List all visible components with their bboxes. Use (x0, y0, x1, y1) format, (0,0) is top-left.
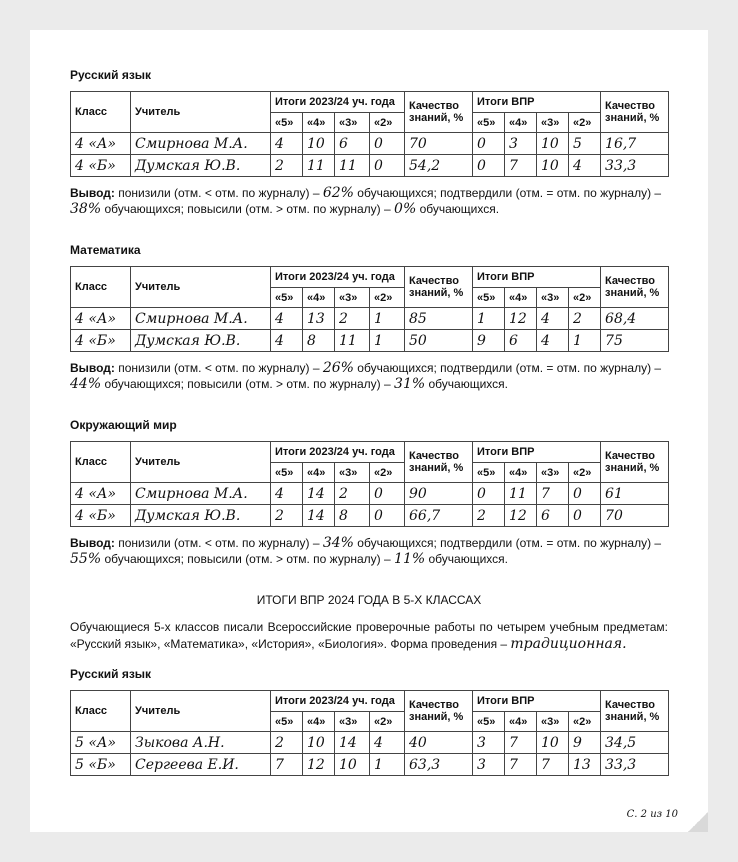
cell-class: 4 «Б» (71, 330, 131, 352)
cell-vpr-2: 2 (569, 308, 601, 330)
cell-year-5: 4 (271, 308, 303, 330)
header-teacher: Учитель (131, 267, 271, 308)
results-table (70, 441, 669, 527)
header-grade-4: «4» (303, 113, 335, 133)
cell-vpr-3: 6 (537, 505, 569, 527)
header-vpr-grade-3: «3» (537, 113, 569, 133)
cell-vpr-4: 7 (505, 754, 537, 776)
cell-vpr-4: 3 (505, 133, 537, 155)
cell-year-3: 6 (335, 133, 370, 155)
cell-vpr-4: 11 (505, 483, 537, 505)
cell-vpr-5: 0 (473, 155, 505, 177)
cell-year-quality: 63,3 (405, 754, 473, 776)
cell-year-quality: 70 (405, 133, 473, 155)
page-corner-fold (688, 812, 708, 832)
cell-vpr-3: 10 (537, 155, 569, 177)
intro-paragraph: Обучающиеся 5-х классов писали Всероссийские проверочные работы по четырем учебным предметам: «Русский язык», «Математика», «История», «Биология». Форма проведения – традиционная. (70, 620, 668, 652)
cell-year-3: 2 (335, 483, 370, 505)
cell-year-4: 8 (303, 330, 335, 352)
conclusion-raised: 0% (394, 201, 417, 217)
cell-vpr-quality: 68,4 (601, 308, 669, 330)
cell-vpr-5: 3 (473, 732, 505, 754)
header-vpr-grade-4: «4» (505, 463, 537, 483)
cell-year-4: 13 (303, 308, 335, 330)
header-grade-5: «5» (271, 288, 303, 308)
header-vpr-grade-3: «3» (537, 288, 569, 308)
section-world-4 (70, 418, 668, 567)
cell-year-5: 2 (271, 505, 303, 527)
cell-year-2: 0 (370, 155, 405, 177)
cell-class: 4 «А» (71, 133, 131, 155)
cell-vpr-2: 9 (569, 732, 601, 754)
cell-year-3: 11 (335, 155, 370, 177)
cell-vpr-3: 7 (537, 483, 569, 505)
cell-vpr-5: 1 (473, 308, 505, 330)
header-vpr-results: Итоги ВПР (473, 92, 601, 113)
cell-vpr-2: 0 (569, 505, 601, 527)
header-vpr-grade-5: «5» (473, 288, 505, 308)
cell-year-quality: 66,7 (405, 505, 473, 527)
table-row (71, 754, 669, 776)
cell-vpr-quality: 33,3 (601, 155, 669, 177)
document-page (30, 30, 708, 832)
conclusion-lowered: 34% (322, 535, 354, 551)
section-math-4 (70, 243, 668, 392)
cell-class: 4 «Б» (71, 155, 131, 177)
conclusion-label: Вывод: (70, 361, 115, 375)
header-grade-4: «4» (303, 712, 335, 732)
header-vpr-quality: Качество знаний, % (601, 267, 669, 308)
cell-vpr-2: 13 (569, 754, 601, 776)
results-table (70, 266, 669, 352)
header-grade-4: «4» (303, 288, 335, 308)
conclusion-confirmed: 55% (70, 551, 102, 567)
cell-vpr-5: 2 (473, 505, 505, 527)
header-vpr-results: Итоги ВПР (473, 691, 601, 712)
header-teacher: Учитель (131, 92, 271, 133)
header-vpr-grade-5: «5» (473, 712, 505, 732)
cell-year-4: 14 (303, 483, 335, 505)
cell-year-3: 2 (335, 308, 370, 330)
cell-year-2: 1 (370, 330, 405, 352)
cell-teacher: Смирнова М.А. (131, 308, 271, 330)
conclusion-raised: 11% (394, 551, 426, 567)
section-russian-4 (70, 68, 668, 217)
header-vpr-grade-3: «3» (537, 463, 569, 483)
cell-teacher: Зыкова А.Н. (131, 732, 271, 754)
header-grade-5: «5» (271, 463, 303, 483)
cell-year-4: 11 (303, 155, 335, 177)
header-grade-5: «5» (271, 113, 303, 133)
header-vpr-grade-5: «5» (473, 463, 505, 483)
cell-vpr-5: 9 (473, 330, 505, 352)
cell-year-5: 2 (271, 732, 303, 754)
cell-year-5: 4 (271, 330, 303, 352)
conclusion-label: Вывод: (70, 536, 115, 550)
conclusion: Вывод: понизили (отм. < отм. по журналу) – 62% обучающихся; подтвердили (отм. = отм. по журналу) – 38% обучающихся; повысили (отм. > отм. по журналу) – 0% обучающихся. (70, 185, 662, 217)
form-value: традиционная. (510, 636, 627, 652)
cell-year-2: 4 (370, 732, 405, 754)
conclusion-raised: 31% (394, 376, 426, 392)
cell-year-2: 0 (370, 133, 405, 155)
table-row (71, 483, 669, 505)
header-vpr-grade-3: «3» (537, 712, 569, 732)
cell-class: 4 «А» (71, 483, 131, 505)
cell-vpr-quality: 16,7 (601, 133, 669, 155)
cell-vpr-3: 4 (537, 308, 569, 330)
table-row (71, 133, 669, 155)
cell-year-quality: 90 (405, 483, 473, 505)
cell-class: 5 «Б» (71, 754, 131, 776)
header-quality: Качество знаний, % (405, 267, 473, 308)
cell-vpr-3: 10 (537, 133, 569, 155)
header-vpr-quality: Качество знаний, % (601, 92, 669, 133)
cell-vpr-2: 1 (569, 330, 601, 352)
header-class: Класс (71, 267, 131, 308)
page-number: С. 2 из 10 (626, 809, 678, 820)
header-vpr-grade-2: «2» (569, 288, 601, 308)
header-vpr-grade-4: «4» (505, 113, 537, 133)
cell-vpr-3: 10 (537, 732, 569, 754)
header-vpr-quality: Качество знаний, % (601, 442, 669, 483)
cell-vpr-2: 0 (569, 483, 601, 505)
cell-year-3: 8 (335, 505, 370, 527)
header-grade-2: «2» (370, 113, 405, 133)
cell-teacher: Думская Ю.В. (131, 330, 271, 352)
cell-vpr-4: 7 (505, 155, 537, 177)
cell-teacher: Думская Ю.В. (131, 505, 271, 527)
header-grade-5: «5» (271, 712, 303, 732)
cell-teacher: Сергеева Е.И. (131, 754, 271, 776)
cell-class: 5 «А» (71, 732, 131, 754)
header-quality: Качество знаний, % (405, 92, 473, 133)
header-year-results: Итоги 2023/24 уч. года (271, 442, 405, 463)
header-teacher: Учитель (131, 691, 271, 732)
cell-year-quality: 40 (405, 732, 473, 754)
table-row (71, 155, 669, 177)
cell-year-2: 1 (370, 308, 405, 330)
cell-year-2: 0 (370, 483, 405, 505)
header-grade-4: «4» (303, 463, 335, 483)
cell-vpr-4: 6 (505, 330, 537, 352)
header-year-results: Итоги 2023/24 уч. года (271, 691, 405, 712)
header-vpr-grade-4: «4» (505, 288, 537, 308)
cell-vpr-5: 3 (473, 754, 505, 776)
header-vpr-results: Итоги ВПР (473, 442, 601, 463)
cell-vpr-3: 7 (537, 754, 569, 776)
header-class: Класс (71, 691, 131, 732)
cell-vpr-quality: 75 (601, 330, 669, 352)
section-title: Русский язык (70, 667, 152, 681)
header-grade-2: «2» (370, 712, 405, 732)
cell-vpr-2: 4 (569, 155, 601, 177)
header-year-results: Итоги 2023/24 уч. года (271, 92, 405, 113)
header-vpr-quality: Качество знаний, % (601, 691, 669, 732)
section-russian-5 (70, 667, 668, 776)
cell-teacher: Смирнова М.А. (131, 133, 271, 155)
results-table (70, 690, 669, 776)
cell-vpr-3: 4 (537, 330, 569, 352)
cell-year-4: 14 (303, 505, 335, 527)
cell-year-2: 0 (370, 505, 405, 527)
cell-vpr-5: 0 (473, 483, 505, 505)
section-title: Окружающий мир (70, 418, 177, 432)
table-row (71, 330, 669, 352)
conclusion-label: Вывод: (70, 186, 115, 200)
table-row (71, 505, 669, 527)
cell-year-5: 4 (271, 483, 303, 505)
cell-vpr-quality: 70 (601, 505, 669, 527)
header-quality: Качество знаний, % (405, 691, 473, 732)
conclusion: Вывод: понизили (отм. < отм. по журналу) – 26% обучающихся; подтвердили (отм. = отм. по журналу) – 44% обучающихся; повысили (отм. > отм. по журналу) – 31% обучающихся. (70, 360, 662, 392)
cell-year-quality: 50 (405, 330, 473, 352)
cell-year-quality: 54,2 (405, 155, 473, 177)
cell-vpr-quality: 34,5 (601, 732, 669, 754)
section-title: Математика (70, 243, 141, 257)
conclusion-lowered: 62% (322, 185, 354, 201)
header-year-results: Итоги 2023/24 уч. года (271, 267, 405, 288)
header-class: Класс (71, 92, 131, 133)
header-vpr-results: Итоги ВПР (473, 267, 601, 288)
header-teacher: Учитель (131, 442, 271, 483)
header-grade-3: «3» (335, 712, 370, 732)
cell-year-3: 14 (335, 732, 370, 754)
header-grade-3: «3» (335, 463, 370, 483)
cell-year-5: 7 (271, 754, 303, 776)
cell-year-quality: 85 (405, 308, 473, 330)
conclusion-confirmed: 44% (70, 376, 102, 392)
header-vpr-grade-2: «2» (569, 463, 601, 483)
cell-vpr-quality: 33,3 (601, 754, 669, 776)
header-vpr-grade-5: «5» (473, 113, 505, 133)
conclusion: Вывод: понизили (отм. < отм. по журналу) – 34% обучающихся; подтвердили (отм. = отм. по журналу) – 55% обучающихся; повысили (отм. > отм. по журналу) – 11% обучающихся. (70, 535, 662, 567)
cell-vpr-quality: 61 (601, 483, 669, 505)
header-grade-3: «3» (335, 113, 370, 133)
cell-vpr-2: 5 (569, 133, 601, 155)
cell-year-4: 10 (303, 133, 335, 155)
cell-teacher: Смирнова М.А. (131, 483, 271, 505)
cell-class: 4 «А» (71, 308, 131, 330)
cell-class: 4 «Б» (71, 505, 131, 527)
conclusion-lowered: 26% (322, 360, 354, 376)
cell-year-5: 2 (271, 155, 303, 177)
header-vpr-grade-2: «2» (569, 113, 601, 133)
cell-year-5: 4 (271, 133, 303, 155)
header-vpr-grade-4: «4» (505, 712, 537, 732)
cell-vpr-4: 12 (505, 505, 537, 527)
cell-year-3: 10 (335, 754, 370, 776)
cell-year-3: 11 (335, 330, 370, 352)
cell-year-4: 12 (303, 754, 335, 776)
header-grade-2: «2» (370, 463, 405, 483)
header-class: Класс (71, 442, 131, 483)
header-quality: Качество знаний, % (405, 442, 473, 483)
conclusion-confirmed: 38% (70, 201, 102, 217)
cell-vpr-4: 7 (505, 732, 537, 754)
table-row (71, 308, 669, 330)
header-grade-3: «3» (335, 288, 370, 308)
header-grade-2: «2» (370, 288, 405, 308)
cell-year-2: 1 (370, 754, 405, 776)
section-title: Русский язык (70, 68, 152, 82)
results-table (70, 91, 669, 177)
cell-vpr-5: 0 (473, 133, 505, 155)
cell-vpr-4: 12 (505, 308, 537, 330)
table-row (71, 732, 669, 754)
section-heading-grade5: ИТОГИ ВПР 2024 ГОДА В 5-Х КЛАССАХ (256, 593, 482, 607)
cell-teacher: Думская Ю.В. (131, 155, 271, 177)
cell-year-4: 10 (303, 732, 335, 754)
header-vpr-grade-2: «2» (569, 712, 601, 732)
